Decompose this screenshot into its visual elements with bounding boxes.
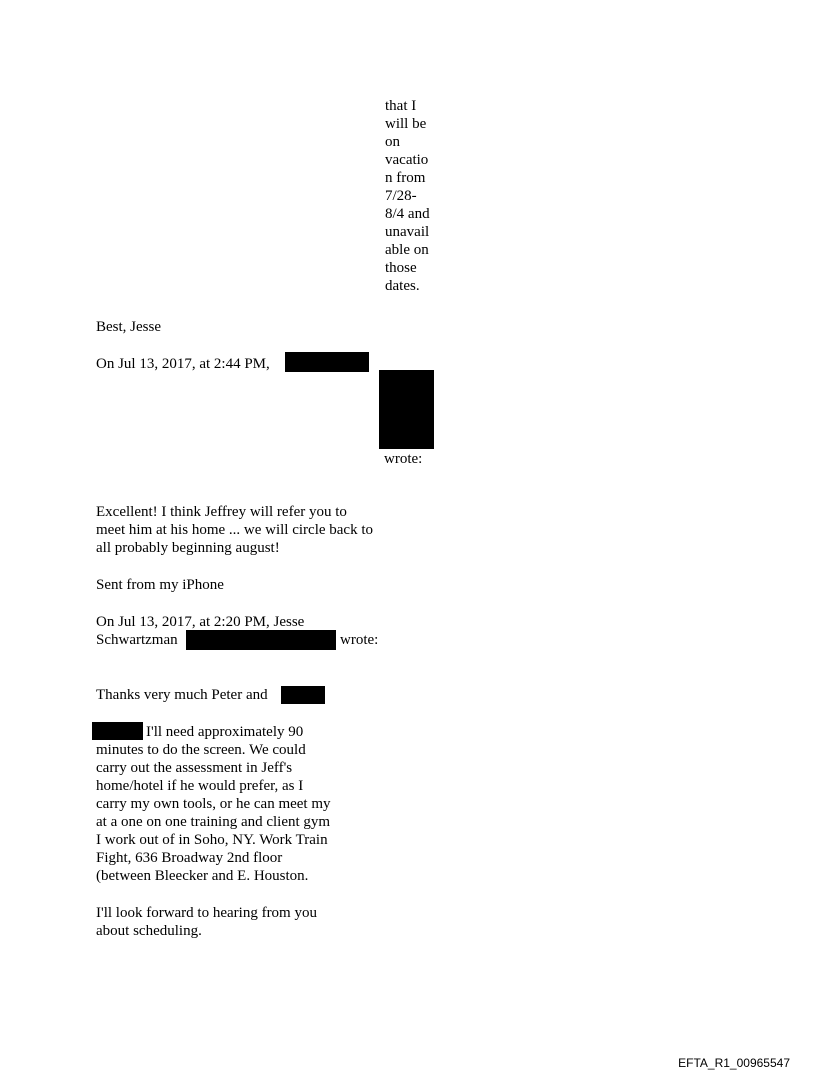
- narrow-line: dates.: [385, 278, 420, 294]
- body-line: home/hotel if he would prefer, as I: [96, 778, 304, 794]
- reply2-header-line: On Jul 13, 2017, at 2:20 PM, Jesse: [96, 614, 305, 630]
- narrow-line: that I: [385, 98, 417, 114]
- redaction-box: [285, 352, 369, 372]
- reply2-header-line: Schwartzman: [96, 632, 178, 648]
- reply1-body-line: meet him at his home ... we will circle back to: [96, 522, 374, 538]
- body-line: I work out of in Soho, NY. Work Train: [96, 832, 328, 848]
- narrow-line: n from: [385, 170, 426, 186]
- reply1-body-line: Excellent! I think Jeffrey will refer you to: [96, 504, 347, 520]
- body-line: at a one on one training and client gym: [96, 814, 331, 830]
- body-line: Fight, 636 Broadway 2nd floor: [96, 850, 283, 866]
- narrow-line: on: [385, 134, 400, 150]
- reply1-body-line: all probably beginning august!: [96, 540, 280, 556]
- narrow-line: unavail: [385, 224, 430, 240]
- redaction-box: [379, 370, 434, 449]
- redaction-box: [92, 722, 143, 740]
- narrow-line: those: [385, 260, 417, 276]
- redaction-box: [281, 686, 325, 704]
- body-line: about scheduling.: [96, 923, 202, 939]
- thanks-line: Thanks very much Peter and: [96, 687, 268, 703]
- body-line: I'll need approximately 90: [146, 724, 304, 740]
- body-line: carry my own tools, or he can meet my: [96, 796, 331, 812]
- body-line: (between Bleecker and E. Houston.: [96, 868, 309, 884]
- signoff: Best, Jesse: [96, 319, 161, 335]
- narrow-column-text: [385, 97, 445, 295]
- reply1-wrote: wrote:: [384, 451, 423, 467]
- narrow-line: able on: [385, 242, 429, 258]
- narrow-line: will be: [385, 116, 427, 132]
- reply2-wrote: wrote:: [340, 632, 379, 648]
- body-line: minutes to do the screen. We could: [96, 742, 306, 758]
- document-id: EFTA_R1_00965547: [678, 1056, 790, 1070]
- redaction-box: [186, 630, 336, 650]
- narrow-line: 8/4 and: [385, 206, 430, 222]
- body-line: carry out the assessment in Jeff's: [96, 760, 293, 776]
- email-signature: Sent from my iPhone: [96, 577, 224, 593]
- narrow-line: vacatio: [385, 152, 429, 168]
- reply1-header: On Jul 13, 2017, at 2:44 PM,: [96, 356, 270, 372]
- body-line: I'll look forward to hearing from you: [96, 905, 317, 921]
- narrow-line: 7/28-: [385, 188, 417, 204]
